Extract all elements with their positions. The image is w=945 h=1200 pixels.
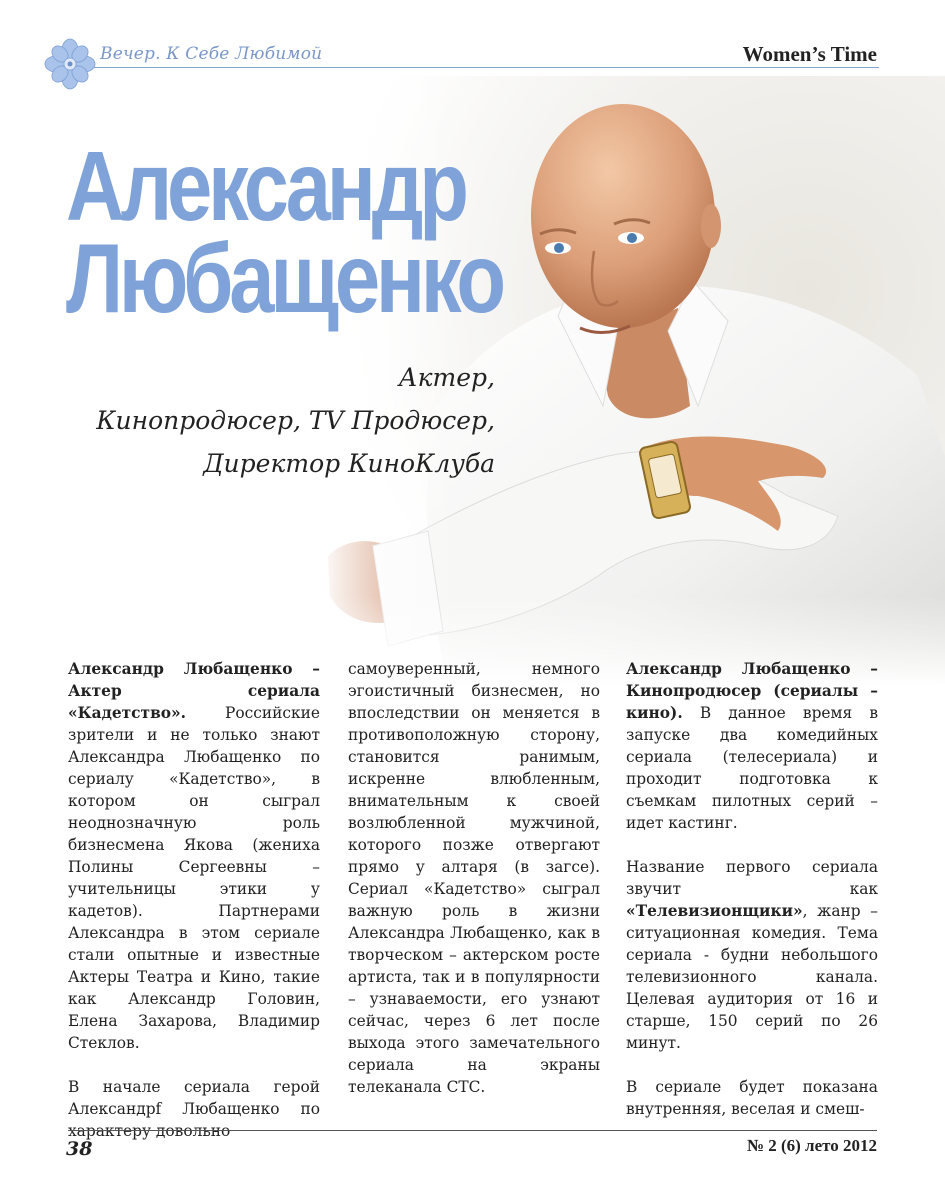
paragraph-text: , жанр – ситуационная комедия. Тема сериала - будни небольшого телевизионного канала. Целевая аудитория от 16 и старше, 150 серий по 26 минут. xyxy=(626,902,878,1052)
article-column-3 xyxy=(626,658,878,1142)
article-title xyxy=(66,131,502,333)
title-line-1: Александр xyxy=(66,131,465,241)
paragraph xyxy=(68,658,320,1054)
lead-bold: Александр Любащенко – Кинопродюсер (сериалы – кино). xyxy=(626,660,878,722)
paragraph xyxy=(626,856,878,1054)
header-divider xyxy=(94,67,879,68)
paragraph-text: В сериале будет показана внутренняя, веселая и смеш- xyxy=(626,1078,878,1118)
footer-divider xyxy=(68,1130,877,1131)
section-title: Вечер. К Себе Любимой xyxy=(100,44,323,64)
flower-icon xyxy=(42,36,98,92)
paragraph xyxy=(626,1076,878,1120)
series-title: «Телевизионщики» xyxy=(626,902,803,920)
paragraph xyxy=(348,658,600,1098)
lead-bold: Александр Любащенко – Актер сериала «Кадетство». xyxy=(68,660,320,722)
paragraph xyxy=(68,1076,320,1142)
paragraph-text: Название первого сериала звучит как xyxy=(626,858,878,898)
paragraph-text: В начале сериала герой Александрf Любащенко по характеру довольно xyxy=(68,1078,320,1140)
page-number: 38 xyxy=(66,1138,93,1160)
paragraph xyxy=(626,658,878,834)
subtitle-line-1: Актер, xyxy=(398,363,495,392)
article-column-2 xyxy=(348,658,600,1120)
title-line-2: Любащенко xyxy=(66,223,502,333)
magazine-name: Women’s Time xyxy=(742,42,877,66)
subtitle-line-3: Директор КиноКлуба xyxy=(203,449,495,478)
article-column-1 xyxy=(68,658,320,1164)
paragraph-text: Российские зрители и не только знают Александра Любащенко по сериалу «Кадетство», в котором он сыграл неоднозначную роль бизнесмена Якова (жениха Полины Сергеевны – учительницы этики у кадетов). Партнерами Александра в этом сериале стали опытные и известные Актеры Театра и Кино, такие как Александр Головин, Елена Захарова, Владимир Стеклов. xyxy=(68,704,320,1052)
subtitle-line-2: Кинопродюсер, ТV Продюсер, xyxy=(96,406,495,435)
paragraph-text: самоуверенный, немного эгоистичный бизнесмен, но впоследствии он меняется в противоположную сторону, становится ранимым, искренне влюбленным, внимательным к своей возлюбленной мужчиной, которого позже отвергают прямо у алтаря (в загсе). Сериал «Кадетство» сыграл важную роль в жизни Александра Любащенко, как в творческом – актерском росте артиста, так и в популярности – узнаваемости, его узнают сейчас, через 6 лет после выхода этого замечательного сериала на экраны телеканала СТС. xyxy=(348,660,600,1096)
paragraph-text: В данное время в запуске два комедийных сериала (телесериала) и проходит подготовка к съемкам пилотных серий – идет кастинг. xyxy=(626,704,878,832)
issue-info: № 2 (6) лето 2012 xyxy=(746,1136,877,1155)
article-subtitle xyxy=(96,356,495,485)
